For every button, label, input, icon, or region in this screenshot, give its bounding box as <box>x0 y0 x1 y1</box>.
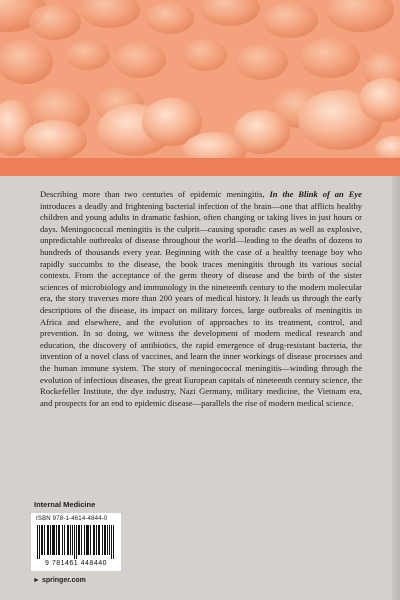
barcode-icon <box>37 525 115 559</box>
publisher-url: springer.com <box>41 577 86 584</box>
publisher-link[interactable] <box>33 577 86 584</box>
arrow-icon: ► <box>33 577 40 584</box>
cover-image <box>0 0 400 158</box>
book-title: In the Blink of an Eye <box>269 189 362 199</box>
subject-category: Internal Medicine <box>34 500 96 509</box>
description-body: introduces a deadly and frightening bacterial infection of the brain—one that afflicts healthy children and young adults in dramatic fashion, often changing or taking lives in just hours or days. Meningococcal meningitis is the culprit—causing sporadic cases as well as explosive, unpredictable outbreaks of disease throughout the world—leading to the deaths of dozens to hundreds of thousands every year. Beginning with the case of a healthy teenage boy who rapidly succumbs to the disease, the book traces meningitis through its various social contexts. From the acceptance of the germ theory of disease and the birth of the sister sciences of microbiology and immunology in the nineteenth century to the modern molecular era, the story traverses more than 200 years of medical history. It leads us through the early descriptions of the disease, its impact on military forces, large outbreaks of meningitis in Africa and elsewhere, and the evolution of approaches to its treatment, control, and prevention. In so doing, we witness the development of modern medical research and education, the discovery of antibiotics, the rapid emergence of drug-resistant bacteria, the invention of a novel class of vaccines, and learn the inner workings of disease processes and the human immune system. The story of meningococcal meningitis—winding through the evolution of infectious diseases, the great European capitals of nineteenth century science, the Rockefeller Institute, the dye industry, Nazi Germany, military medicine, the Vietnam era, and prospects for an end to epidemic disease—parallels the rise of modern medical science. <box>40 200 362 408</box>
isbn-label: ISBN 978-1-4614-4844-0 <box>36 516 108 522</box>
barcode-digits: 9 781461 448440 <box>45 560 107 567</box>
bacteria-micrograph <box>0 0 400 158</box>
barcode-block <box>31 513 121 571</box>
book-description <box>40 189 362 409</box>
description-intro: Describing more than two centuries of epidemic meningitis, <box>40 189 270 199</box>
orange-band <box>0 158 400 176</box>
spine-edge <box>392 176 400 600</box>
